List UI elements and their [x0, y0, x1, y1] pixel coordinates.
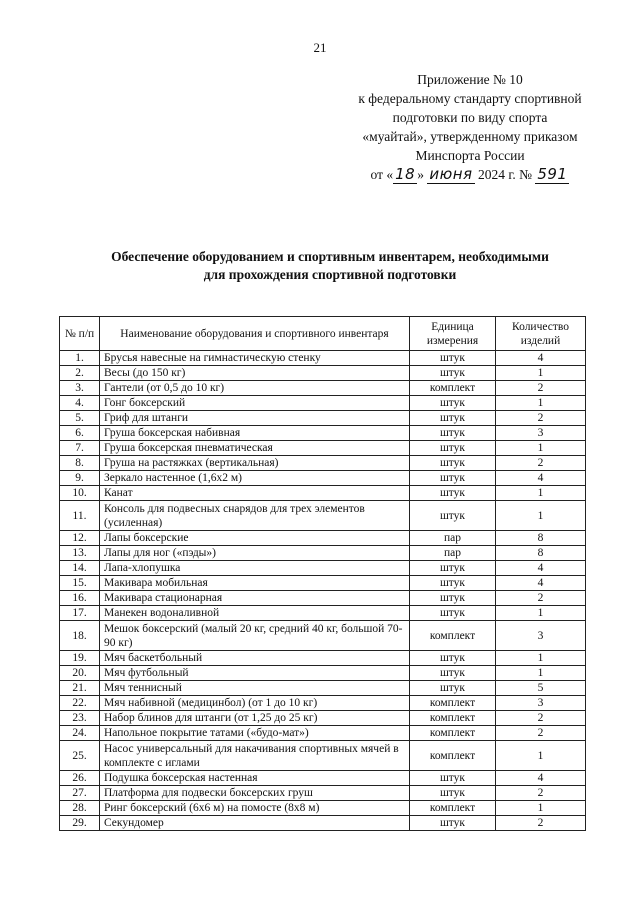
- row-qty: 1: [496, 441, 586, 456]
- table-row: [60, 681, 586, 696]
- row-qty: 1: [496, 396, 586, 411]
- table-row: [60, 741, 586, 771]
- row-num: 11.: [60, 501, 100, 531]
- row-unit: комплект: [410, 696, 496, 711]
- row-name: Весы (до 150 кг): [100, 366, 410, 381]
- row-name: Груша боксерская пневматическая: [100, 441, 410, 456]
- title-line-1: Обеспечение оборудованием и спортивным инвентарем, необходимыми: [111, 249, 549, 264]
- row-unit: штук: [410, 561, 496, 576]
- row-name: Платформа для подвески боксерских груш: [100, 786, 410, 801]
- row-name: Ринг боксерский (6х6 м) на помосте (8х8 м): [100, 801, 410, 816]
- row-unit: пар: [410, 546, 496, 561]
- table-row: [60, 606, 586, 621]
- row-num: 18.: [60, 621, 100, 651]
- row-qty: 1: [496, 741, 586, 771]
- row-qty: 8: [496, 531, 586, 546]
- row-unit: штук: [410, 681, 496, 696]
- row-qty: 8: [496, 546, 586, 561]
- table-row: [60, 486, 586, 501]
- table-row: [60, 441, 586, 456]
- table-row: [60, 411, 586, 426]
- row-unit: штук: [410, 501, 496, 531]
- row-name: Канат: [100, 486, 410, 501]
- row-num: 14.: [60, 561, 100, 576]
- row-unit: комплект: [410, 621, 496, 651]
- date-mid: »: [417, 167, 424, 182]
- table-row: [60, 366, 586, 381]
- table-row: [60, 711, 586, 726]
- table-row: [60, 786, 586, 801]
- table-header-row: [60, 317, 586, 351]
- row-unit: штук: [410, 591, 496, 606]
- table-row: [60, 456, 586, 471]
- header-name: Наименование оборудования и спортивного инвентаря: [100, 317, 410, 351]
- row-unit: штук: [410, 486, 496, 501]
- row-qty: 1: [496, 366, 586, 381]
- row-num: 21.: [60, 681, 100, 696]
- table-row: [60, 381, 586, 396]
- row-num: 7.: [60, 441, 100, 456]
- row-name: Мяч баскетбольный: [100, 651, 410, 666]
- header-num: № п/п: [60, 317, 100, 351]
- row-unit: штук: [410, 441, 496, 456]
- row-name: Гантели (от 0,5 до 10 кг): [100, 381, 410, 396]
- row-num: 12.: [60, 531, 100, 546]
- table-row: [60, 426, 586, 441]
- row-num: 20.: [60, 666, 100, 681]
- row-name: Консоль для подвесных снарядов для трех элементов (усиленная): [100, 501, 410, 531]
- row-name: Подушка боксерская настенная: [100, 771, 410, 786]
- date-day-handwritten: 18: [395, 165, 416, 183]
- row-qty: 2: [496, 411, 586, 426]
- row-num: 9.: [60, 471, 100, 486]
- table-row: [60, 576, 586, 591]
- row-unit: штук: [410, 771, 496, 786]
- row-name: Мяч футбольный: [100, 666, 410, 681]
- date-year: 2024 г. №: [477, 167, 532, 182]
- row-qty: 1: [496, 606, 586, 621]
- row-unit: штук: [410, 651, 496, 666]
- row-qty: 2: [496, 381, 586, 396]
- row-num: 26.: [60, 771, 100, 786]
- row-qty: 3: [496, 621, 586, 651]
- row-qty: 1: [496, 651, 586, 666]
- table-row: [60, 501, 586, 531]
- table-row: [60, 651, 586, 666]
- row-num: 25.: [60, 741, 100, 771]
- row-num: 19.: [60, 651, 100, 666]
- header-unit: Единица измерения: [410, 317, 496, 351]
- row-qty: 2: [496, 816, 586, 831]
- table-row: [60, 726, 586, 741]
- row-qty: 2: [496, 591, 586, 606]
- table-row: [60, 396, 586, 411]
- appendix-line-1: Приложение № 10: [417, 72, 523, 87]
- row-name: Напольное покрытие татами («будо-мат»): [100, 726, 410, 741]
- row-qty: 4: [496, 351, 586, 366]
- row-unit: штук: [410, 606, 496, 621]
- row-name: Набор блинов для штанги (от 1,25 до 25 кг): [100, 711, 410, 726]
- row-num: 8.: [60, 456, 100, 471]
- row-unit: штук: [410, 351, 496, 366]
- row-name: Брусья навесные на гимнастическую стенку: [100, 351, 410, 366]
- row-unit: комплект: [410, 726, 496, 741]
- row-qty: 5: [496, 681, 586, 696]
- row-num: 10.: [60, 486, 100, 501]
- row-num: 3.: [60, 381, 100, 396]
- row-qty: 1: [496, 666, 586, 681]
- row-name: Манекен водоналивной: [100, 606, 410, 621]
- table-row: [60, 546, 586, 561]
- row-num: 28.: [60, 801, 100, 816]
- table-row: [60, 771, 586, 786]
- row-name: Гриф для штанги: [100, 411, 410, 426]
- row-num: 24.: [60, 726, 100, 741]
- row-unit: штук: [410, 411, 496, 426]
- table-row: [60, 591, 586, 606]
- row-qty: 1: [496, 501, 586, 531]
- appendix-line-2: к федеральному стандарту спортивной: [358, 91, 582, 106]
- row-name: Лапа-хлопушка: [100, 561, 410, 576]
- title-line-2: для прохождения спортивной подготовки: [203, 267, 457, 282]
- appendix-line-5: Минспорта России: [415, 148, 525, 163]
- row-unit: штук: [410, 471, 496, 486]
- row-num: 5.: [60, 411, 100, 426]
- appendix-date-line: [330, 165, 610, 184]
- row-name: Зеркало настенное (1,6х2 м): [100, 471, 410, 486]
- row-name: Лапы для ног («пэды»): [100, 546, 410, 561]
- row-num: 4.: [60, 396, 100, 411]
- row-num: 23.: [60, 711, 100, 726]
- appendix-line-4: «муайтай», утвержденному приказом: [362, 129, 578, 144]
- row-unit: комплект: [410, 381, 496, 396]
- row-qty: 3: [496, 426, 586, 441]
- row-qty: 3: [496, 696, 586, 711]
- date-prefix: от «: [370, 167, 394, 182]
- row-name: Макивара мобильная: [100, 576, 410, 591]
- row-name: Насос универсальный для накачивания спортивных мячей в комплекте с иглами: [100, 741, 410, 771]
- row-qty: 1: [496, 801, 586, 816]
- table-row: [60, 561, 586, 576]
- row-unit: штук: [410, 576, 496, 591]
- row-num: 2.: [60, 366, 100, 381]
- row-unit: штук: [410, 366, 496, 381]
- table-row: [60, 471, 586, 486]
- row-qty: 2: [496, 786, 586, 801]
- table-row: [60, 621, 586, 651]
- row-num: 15.: [60, 576, 100, 591]
- row-name: Груша на растяжках (вертикальная): [100, 456, 410, 471]
- row-name: Мешок боксерский (малый 20 кг, средний 40 кг, большой 70-90 кг): [100, 621, 410, 651]
- order-number-handwritten: 591: [537, 165, 568, 183]
- row-num: 1.: [60, 351, 100, 366]
- row-qty: 4: [496, 471, 586, 486]
- row-num: 17.: [60, 606, 100, 621]
- row-qty: 2: [496, 711, 586, 726]
- table-row: [60, 801, 586, 816]
- row-name: Макивара стационарная: [100, 591, 410, 606]
- row-num: 29.: [60, 816, 100, 831]
- row-name: Мяч теннисный: [100, 681, 410, 696]
- row-unit: комплект: [410, 711, 496, 726]
- row-num: 16.: [60, 591, 100, 606]
- row-unit: штук: [410, 396, 496, 411]
- row-unit: штук: [410, 426, 496, 441]
- table-row: [60, 816, 586, 831]
- document-title: [60, 248, 600, 284]
- row-name: Секундомер: [100, 816, 410, 831]
- row-qty: 2: [496, 456, 586, 471]
- row-unit: штук: [410, 786, 496, 801]
- row-name: Лапы боксерские: [100, 531, 410, 546]
- row-unit: штук: [410, 816, 496, 831]
- row-qty: 4: [496, 561, 586, 576]
- table-row: [60, 531, 586, 546]
- row-qty: 2: [496, 726, 586, 741]
- table-row: [60, 351, 586, 366]
- row-qty: 1: [496, 486, 586, 501]
- row-unit: штук: [410, 456, 496, 471]
- row-num: 6.: [60, 426, 100, 441]
- appendix-header: [330, 70, 610, 184]
- row-unit: комплект: [410, 801, 496, 816]
- table-row: [60, 666, 586, 681]
- row-num: 13.: [60, 546, 100, 561]
- row-qty: 4: [496, 576, 586, 591]
- row-num: 22.: [60, 696, 100, 711]
- appendix-line-3: подготовки по виду спорта: [392, 110, 548, 125]
- date-month-handwritten: июня: [429, 165, 473, 183]
- row-name: Мяч набивной (медицинбол) (от 1 до 10 кг): [100, 696, 410, 711]
- row-qty: 4: [496, 771, 586, 786]
- row-unit: комплект: [410, 741, 496, 771]
- table-row: [60, 696, 586, 711]
- row-name: Груша боксерская набивная: [100, 426, 410, 441]
- page-number: 21: [313, 40, 327, 55]
- row-unit: пар: [410, 531, 496, 546]
- row-name: Гонг боксерский: [100, 396, 410, 411]
- row-num: 27.: [60, 786, 100, 801]
- header-qty: Количество изделий: [496, 317, 586, 351]
- equipment-table: [59, 316, 586, 831]
- row-unit: штук: [410, 666, 496, 681]
